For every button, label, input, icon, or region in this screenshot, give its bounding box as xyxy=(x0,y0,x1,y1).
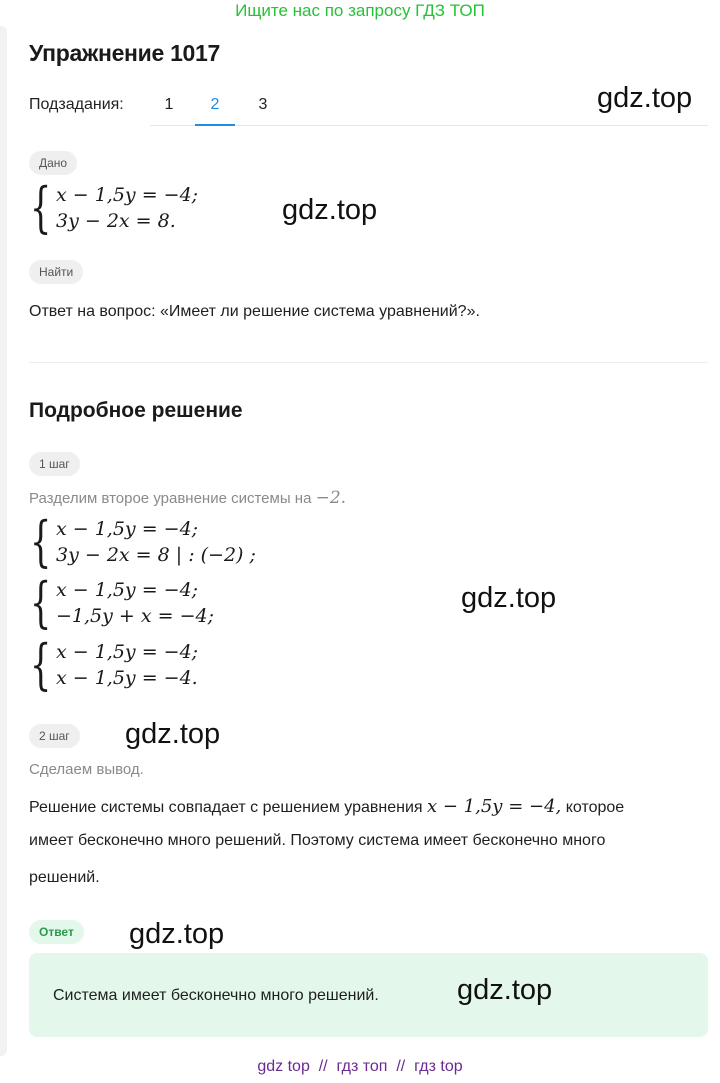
watermark: gdz.top xyxy=(282,194,378,226)
solution-heading: Подробное решение xyxy=(29,399,243,422)
system-brace: { xyxy=(30,176,52,239)
step-2-text-math: x − 1,5y = −4, xyxy=(427,796,562,817)
step-1-a-equation-1: x − 1,5y = −4; xyxy=(56,518,199,540)
answer-text: Система имеет бесконечно много решений. xyxy=(53,987,379,1004)
system-brace: { xyxy=(30,633,52,696)
footer-separator: // xyxy=(396,1058,406,1075)
given-pill: Дано xyxy=(29,151,77,175)
watermark: gdz.top xyxy=(457,974,553,1006)
step-2-pill: 2 шаг xyxy=(29,724,80,748)
answer-pill: Ответ xyxy=(29,920,84,944)
step-1-hint-text: Разделим второе уравнение системы на xyxy=(29,490,312,507)
watermark: gdz.top xyxy=(125,718,221,750)
step-1-a-equation-2: 3y − 2x = 8 | : (−2) ; xyxy=(56,544,256,566)
watermark: gdz.top xyxy=(129,918,225,950)
step-1-c-equation-1: x − 1,5y = −4; xyxy=(56,641,199,663)
step-1-hint-math: −2. xyxy=(315,488,347,508)
watermark: gdz.top xyxy=(461,582,557,614)
search-banner: Ищите нас по запросу ГДЗ ТОП xyxy=(235,1,485,20)
step-2-text-line-3: решений. xyxy=(29,869,100,886)
tab-subtask-1[interactable]: 1 xyxy=(164,96,174,113)
section-divider xyxy=(29,362,708,363)
tab-subtask-3[interactable]: 3 xyxy=(258,96,268,113)
active-tab-indicator xyxy=(195,124,235,126)
watermark: gdz.top xyxy=(597,82,693,114)
footer-link-gdz-top-ru[interactable]: гдз топ xyxy=(336,1058,388,1075)
step-1-c-equation-2: x − 1,5y = −4. xyxy=(56,667,198,689)
step-2-hint: Сделаем вывод. xyxy=(29,761,144,778)
given-equation-2: 3y − 2x = 8. xyxy=(56,210,176,232)
card-edge xyxy=(0,26,7,1056)
step-2-text-part-1: Решение системы совпадает с решением уравнения xyxy=(29,799,423,816)
footer-link-gdz-top[interactable]: gdz top xyxy=(257,1058,310,1075)
footer-link-gdz-top-mixed[interactable]: гдз top xyxy=(414,1058,463,1075)
step-1-b-equation-1: x − 1,5y = −4; xyxy=(56,579,199,601)
tab-subtask-2[interactable]: 2 xyxy=(210,96,220,113)
step-2-text-line-2: имеет бесконечно много решений. Поэтому система имеет бесконечно много xyxy=(29,832,606,849)
subtasks-label: Подзадания: xyxy=(29,96,124,113)
find-text: Ответ на вопрос: «Имеет ли решение система уравнений?». xyxy=(29,303,480,320)
step-1-hint xyxy=(29,488,346,508)
step-2-text-line-1 xyxy=(29,796,624,817)
system-brace: { xyxy=(30,571,52,634)
step-1-b-equation-2: −1,5y + x = −4; xyxy=(56,605,214,627)
find-pill: Найти xyxy=(29,260,83,284)
page-title: Упражнение 1017 xyxy=(29,40,221,66)
step-1-pill: 1 шаг xyxy=(29,452,80,476)
footer-links xyxy=(0,1058,720,1076)
footer-separator: // xyxy=(318,1058,328,1075)
step-2-text-part-2: которое xyxy=(565,799,625,816)
system-brace: { xyxy=(30,510,52,573)
given-equation-1: x − 1,5y = −4; xyxy=(56,184,199,206)
